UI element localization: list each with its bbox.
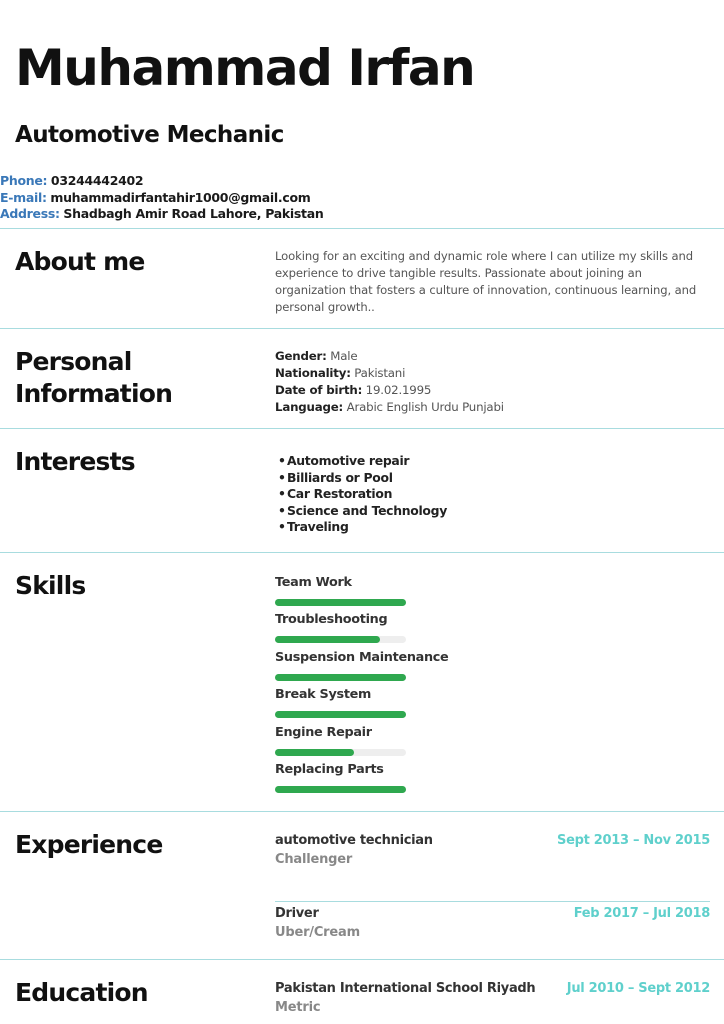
interest-label: Traveling xyxy=(287,519,349,535)
skill-bar-fill xyxy=(275,749,354,756)
job-title: Automotive Mechanic xyxy=(15,122,284,148)
phone-value[interactable]: 03244442402 xyxy=(50,173,144,188)
education-dates: Jul 2010 – Sept 2012 xyxy=(566,981,710,996)
bullet-icon: • xyxy=(278,486,286,502)
skill-bar-fill xyxy=(275,786,406,793)
section-divider xyxy=(0,811,724,812)
email-value[interactable]: muhammadirfantahir1000@gmail.com xyxy=(50,189,311,205)
education-item xyxy=(275,980,710,1018)
experience-dates: Feb 2017 – Jul 2018 xyxy=(573,906,710,921)
info-value: Arabic English Urdu Punjabi xyxy=(346,400,504,414)
contact-phone xyxy=(0,173,323,190)
list-item xyxy=(275,453,712,470)
skill-label: Team Work xyxy=(275,575,352,590)
section-divider xyxy=(0,428,724,429)
birthdate-row xyxy=(275,382,712,399)
about-title: About me xyxy=(15,247,145,276)
experience-title: Experience xyxy=(15,830,163,859)
skill-label: Suspension Maintenance xyxy=(275,649,449,665)
info-label: Gender: xyxy=(275,349,327,363)
contact-address xyxy=(0,206,323,223)
interest-label: Car Restoration xyxy=(287,486,393,502)
experience-role: automotive technician xyxy=(275,833,433,848)
skill-bar-fill xyxy=(275,599,406,606)
interest-label: Automotive repair xyxy=(287,453,410,468)
about-text: Looking for an exciting and dynamic role where I can utilize my skills and experience to drive tangible results. Passionate about joining an organization that fosters a culture of innovation, continuous learning, and personal growth.. xyxy=(275,249,697,314)
skill-bar xyxy=(275,599,406,606)
info-label: Language: xyxy=(275,400,344,414)
interests-title: Interests xyxy=(15,447,135,476)
contact-label: Address: xyxy=(0,206,60,221)
contact-label: E-mail: xyxy=(0,189,47,205)
personal-title-line1: Personal xyxy=(15,347,132,376)
experience-company: Challenger xyxy=(275,852,353,867)
interest-label: Billiards or Pool xyxy=(287,469,393,485)
skill-label: Break System xyxy=(275,687,372,703)
skill-bar xyxy=(275,674,406,681)
education-title: Education xyxy=(15,978,148,1007)
education-school: Pakistan International School Riyadh xyxy=(275,981,536,996)
skill-bar xyxy=(275,786,406,793)
skill-item xyxy=(275,573,712,610)
skill-item xyxy=(275,760,712,797)
skills-title: Skills xyxy=(15,571,86,600)
bullet-icon: • xyxy=(278,502,286,518)
interest-label: Science and Technology xyxy=(287,502,447,518)
skill-label: Troubleshooting xyxy=(275,612,388,628)
list-item xyxy=(275,470,712,487)
experience-dates: Sept 2013 – Nov 2015 xyxy=(557,833,710,848)
skill-label: Engine Repair xyxy=(275,724,372,740)
nationality-row xyxy=(275,365,712,382)
personal-title-line2: Information xyxy=(15,379,173,408)
person-name: Muhammad Irfan xyxy=(15,39,475,97)
section-divider xyxy=(0,328,724,329)
experience-item xyxy=(275,832,710,870)
experience-role: Driver xyxy=(275,906,319,921)
section-divider xyxy=(0,959,724,960)
info-label: Nationality: xyxy=(275,366,351,380)
skill-bar-fill xyxy=(275,711,406,718)
section-divider xyxy=(0,228,724,229)
experience-company: Uber/Cream xyxy=(275,925,360,940)
info-value: Pakistani xyxy=(354,366,406,380)
skill-bar xyxy=(275,711,406,718)
personal-title xyxy=(15,346,172,410)
bullet-icon: • xyxy=(278,469,286,485)
gender-row xyxy=(275,348,712,365)
list-item xyxy=(275,486,712,503)
info-label: Date of birth: xyxy=(275,383,363,397)
address-value: Shadbagh Amir Road Lahore, Pakistan xyxy=(63,206,324,221)
education-degree: Metric xyxy=(275,1000,321,1015)
experience-item xyxy=(275,905,710,943)
skill-item xyxy=(275,610,712,647)
skills-list xyxy=(275,573,712,797)
contact-block xyxy=(0,173,323,223)
list-item xyxy=(275,503,712,520)
bullet-icon: • xyxy=(278,453,286,468)
skill-bar-fill xyxy=(275,636,380,643)
info-value: 19.02.1995 xyxy=(365,383,432,397)
interests-list xyxy=(275,453,712,536)
contact-label: Phone: xyxy=(0,173,48,188)
bullet-icon: • xyxy=(278,519,286,535)
skill-bar-fill xyxy=(275,674,406,681)
contact-email xyxy=(0,190,323,207)
entry-divider xyxy=(275,901,710,902)
skill-label: Replacing Parts xyxy=(275,761,384,777)
personal-info-list xyxy=(275,348,712,416)
section-divider xyxy=(0,552,724,553)
skill-item xyxy=(275,723,712,760)
skill-item xyxy=(275,648,712,685)
list-item xyxy=(275,519,712,536)
language-row xyxy=(275,399,712,416)
skill-item xyxy=(275,685,712,722)
skill-bar xyxy=(275,636,406,643)
info-value: Male xyxy=(330,349,358,363)
skill-bar xyxy=(275,749,406,756)
